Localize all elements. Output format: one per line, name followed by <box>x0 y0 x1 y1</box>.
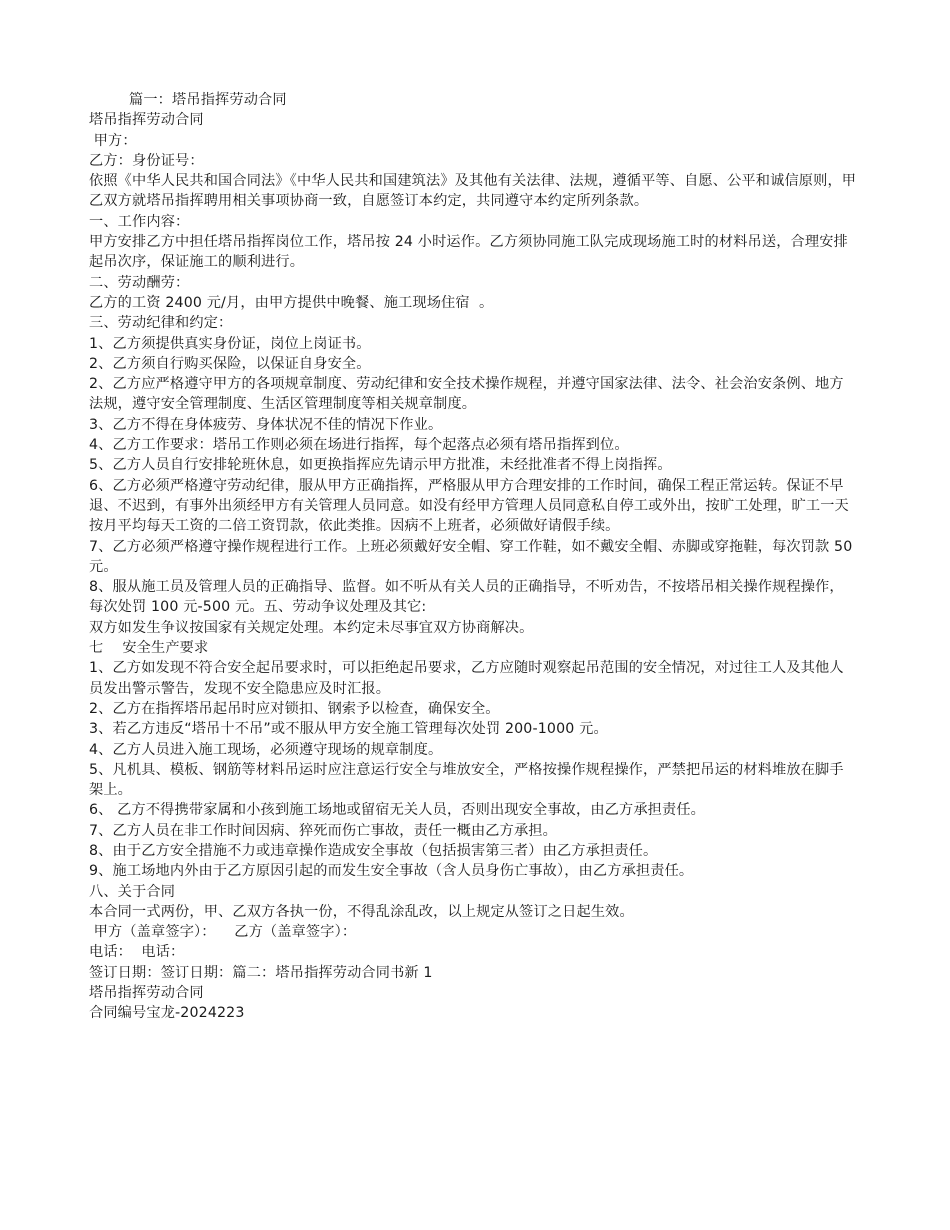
clause-item: 8、服从施工员及管理人员的正确指导、监督。如不听从有关人员的正确指导，不听劝告，不按塔吊相关操作规程操作，每次处罚 100 元-500 元。五、劳动争议处理及其它: <box>89 579 844 616</box>
clause-item: 7、乙方人员在非工作时间因病、猝死而伤亡事故，责任一概由乙方承担。 <box>89 822 557 839</box>
clause-item: 4、乙方工作要求：塔吊工作则必须在场进行指挥，每个起落点必须有塔吊指挥到位。 <box>89 437 629 454</box>
clause-item: 6、乙方必须严格遵守劳动纪律，服从甲方正确指挥，严格服从甲方合理安排的工作时间，确保工程正常运转。保证不早退、不迟到，有事外出须经甲方有关管理人员同意。如没有经甲方管理人员同意私自停工或外出，按旷工处理，旷工一天按月平均每天工资的二倍工资罚款，依此类推。因病不上班者，必须做好请假手续。 <box>89 477 849 535</box>
contract-document <box>89 90 857 1024</box>
clause-item: 1、乙方如发现不符合安全起吊要求时，可以拒绝起吊要求，乙方应随时观察起吊范围的安全情况，对过往工人及其他人员发出警示警告，发现不安全隐患应及时汇报。 <box>89 660 844 697</box>
work-content-paragraph: 甲方安排乙方中担任塔吊指挥岗位工作，塔吊按 24 小时运作。乙方须协同施工队完成现场施工时的材料吊送，合理安排起吊次序，保证施工的顺利进行。 <box>89 234 848 271</box>
clause-item: 3、乙方不得在身体疲劳、身体状况不佳的情况下作业。 <box>89 416 443 433</box>
clause-item: 9、施工场地内外由于乙方原因引起的而发生安全事故（含人员身伤亡事故），由乙方承担责任。 <box>89 863 694 880</box>
preamble-paragraph: 依照《中华人民共和国合同法》《中华人民共和国建筑法》及其他有关法律、法规，遵循平等、自愿、公平和诚信原则，甲乙双方就塔吊指挥聘用相关事项协商一致，自愿签订本约定，共同遵守本约定所列条款。 <box>89 173 857 210</box>
clause-item: 1、乙方须提供真实身份证，岗位上岗证书。 <box>89 335 371 352</box>
clause-item: 6、 乙方不得携带家属和小孩到施工场地或留宿无关人员，否则出现安全事故，由乙方承担责任。 <box>89 802 706 819</box>
dispute-paragraph: 双方如发生争议按国家有关规定处理。本约定未尽事宜双方协商解决。 <box>89 619 534 636</box>
phone-line: 电话： 电话： <box>89 944 185 961</box>
clause-item: 7、乙方必须严格遵守操作规程进行工作。上班必须戴好安全帽、穿工作鞋，如不戴安全帽、赤脚或穿拖鞋，每次罚款 50 元。 <box>89 538 858 575</box>
section-heading-remuneration: 二、劳动酬劳： <box>89 274 190 291</box>
clause-item: 2、乙方在指挥塔吊起吊时应对锁扣、钢索予以检查，确保安全。 <box>89 700 500 717</box>
contract-title: 塔吊指挥劳动合同 <box>89 112 204 129</box>
remuneration-paragraph: 乙方的工资 2400 元/月，由甲方提供中晚餐、施工现场住宿 。 <box>89 294 494 311</box>
clause-item: 5、乙方人员自行安排轮班休息，如更换指挥应先请示甲方批准，未经批准者不得上岗指挥。 <box>89 457 672 474</box>
section-heading-discipline: 三、劳动纪律和约定： <box>89 315 233 332</box>
section-heading-part-one: 篇一：塔吊指挥劳动合同 <box>129 92 287 108</box>
clause-item: 3、若乙方违反“塔吊十不吊”或不服从甲方安全施工管理每次处罚 200-1000 元。 <box>89 721 608 738</box>
clause-item: 4、乙方人员进入施工现场，必须遵守现场的规章制度。 <box>89 741 443 758</box>
signature-line: 甲方（盖章签字）： 乙方（盖章签字）： <box>89 924 357 941</box>
contract-number: 合同编号宝龙-2024223 <box>89 1005 245 1022</box>
section-heading-about-contract: 八、关于合同 <box>89 883 176 900</box>
clause-item: 5、凡机具、模板、钢筋等材料吊运时应注意运行安全与堆放安全，严格按操作规程操作，严禁把吊运的材料堆放在脚手架上。 <box>89 761 844 799</box>
contract-copies-paragraph: 本合同一式两份，甲、乙双方各执一份，不得乱涂乱改，以上规定从签订之日起生效。 <box>89 903 634 920</box>
party-b-label: 乙方：身份证号： <box>89 152 204 169</box>
signing-date-line: 签订日期：签订日期：篇二：塔吊指挥劳动合同书新 1 <box>89 964 433 981</box>
contract-title-second: 塔吊指挥劳动合同 <box>89 985 204 1002</box>
clause-item: 2、乙方应严格遵守甲方的各项规章制度、劳动纪律和安全技术操作规程，并遵守国家法律、法令、社会治安条例、地方法规，遵守安全管理制度、生活区管理制度等相关规章制度。 <box>89 376 844 413</box>
party-a-label: 甲方： <box>89 132 137 149</box>
section-heading-safety: 七 安全生产要求 <box>89 640 209 657</box>
section-heading-work-content: 一、工作内容： <box>89 213 190 230</box>
clause-item: 8、由于乙方安全措施不力或违章操作造成安全事故（包括损害第三者）由乙方承担责任。 <box>89 842 658 859</box>
clause-item: 2、乙方须自行购买保险，以保证自身安全。 <box>89 355 371 372</box>
